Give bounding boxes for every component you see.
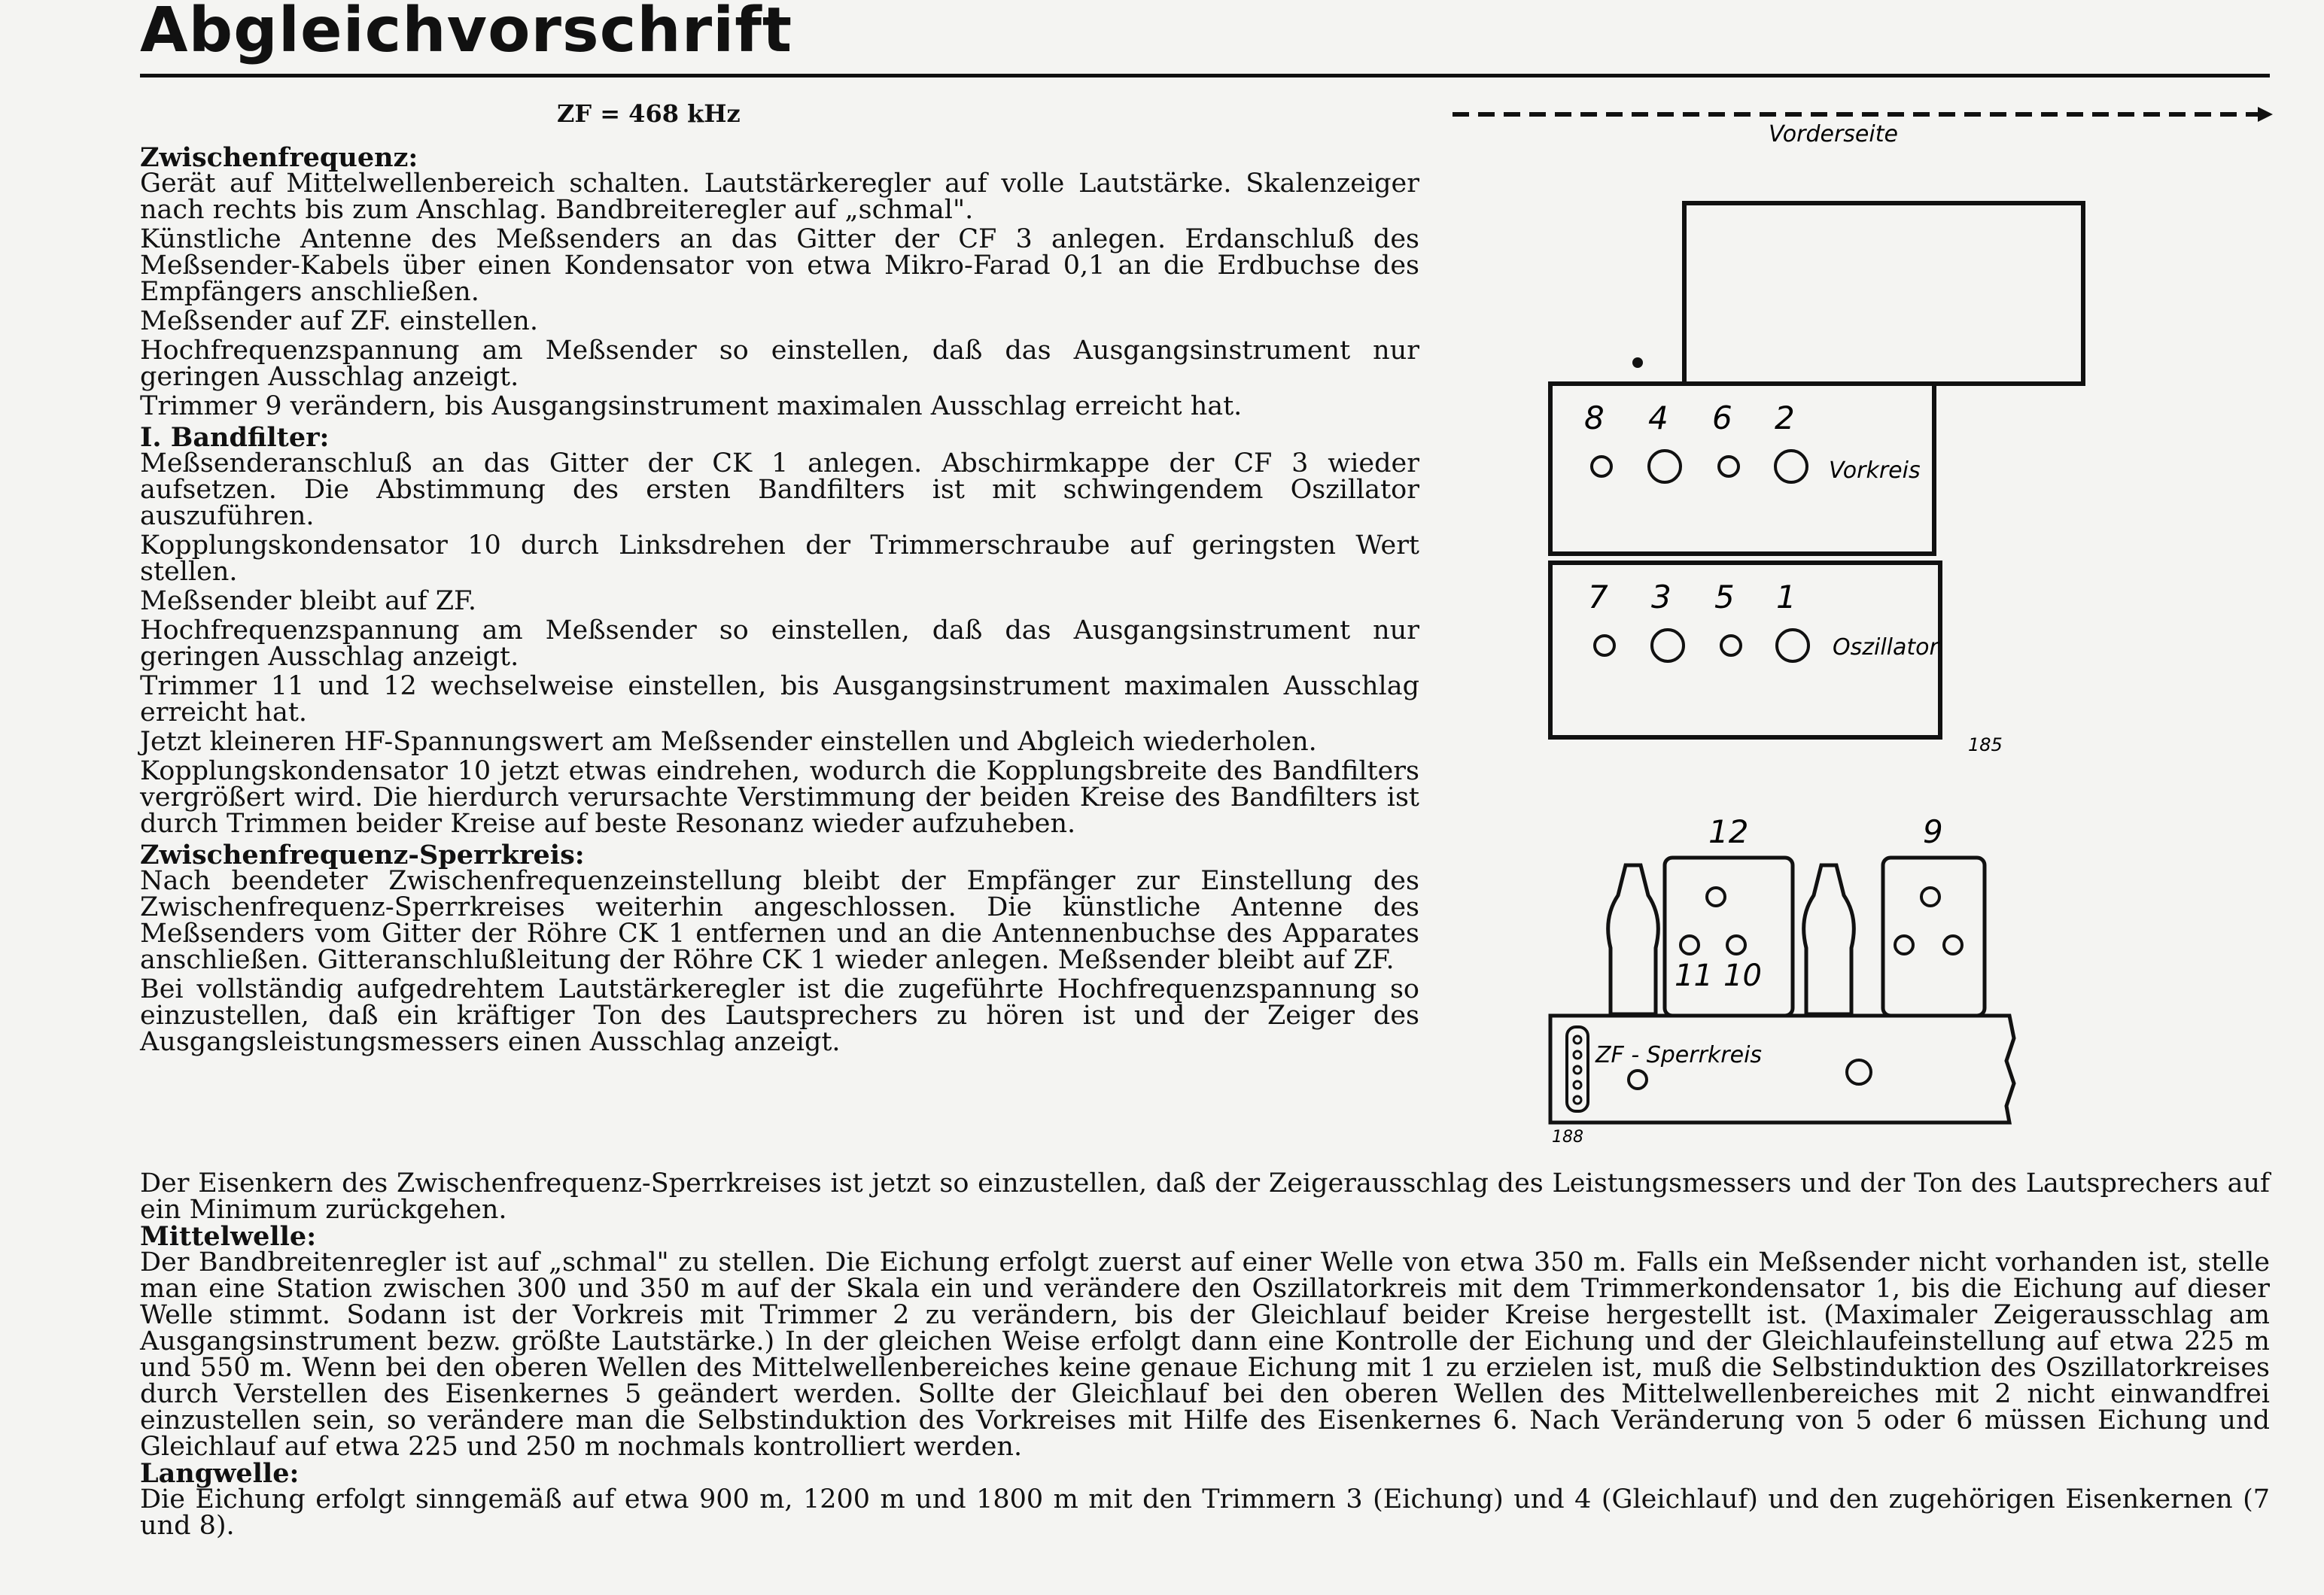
paragraph: Trimmer 9 verändern, bis Ausgangsinstrument maximalen Ausschlag erreicht hat. [140, 391, 1243, 421]
trimmer-screw [1727, 936, 1745, 954]
paragraph: Bei vollständig aufgedrehtem Lautstärkeregler ist die zugeführte Hochfrequenzspannung so einzustellen, daß ein kräftiger Ton des Lautsprechers zu hören ist und der Zeiger des Ausgangsleistungsmessers einen Ausschlag anzeigt. [140, 974, 1419, 1057]
trimmer-number: 4 [1648, 400, 1668, 436]
connector-strip [1567, 1027, 1588, 1111]
paragraph: Meßsenderanschluß an das Gitter der CK 1 anlegen. Abschirmkappe der CF 3 wieder aufsetzen. Die Abstimmung des ersten Bandfilters ist mit schwingendem Oszillator auszuführen. [140, 448, 1419, 531]
trimmer-number-11: 11 [1675, 959, 1713, 993]
tube-right [1804, 865, 1854, 1014]
trimmer-number-9: 9 [1923, 813, 1943, 850]
paragraph: Kopplungskondensator 10 jetzt etwas eindrehen, wodurch die Kopplungsbreite des Bandfilters vergrößert wird. Die hierdurch verursachte Verstimmung der beiden Kreise des Bandfilters ist durch Trimmen beider Kreise auf beste Resonanz wieder aufzuheben. [140, 756, 1419, 839]
trimmer-screw [1921, 888, 1939, 906]
oszillator-label: Oszillator [1833, 634, 1939, 661]
tube-left [1608, 865, 1659, 1014]
paragraph: Hochfrequenzspannung am Meßsender so einstellen, daß das Ausgangsinstrument nur geringen Ausschlag anzeigt. [140, 615, 1419, 672]
section-heading-langwelle: Langwelle: [140, 1458, 300, 1489]
section-heading-sperrkreis: Zwischenfrequenz-Sperrkreis: [140, 840, 585, 870]
paragraph: Hochfrequenzspannung am Meßsender so einstellen, daß das Ausgangsinstrument nur geringen Ausschlag anzeigt. [140, 336, 1419, 392]
figure-number: 185 [1968, 734, 2003, 755]
mounting-hole [1847, 1060, 1871, 1084]
arrow-head [2258, 107, 2273, 122]
small-trimmer [1592, 457, 1611, 476]
trimmer-number-12: 12 [1708, 813, 1749, 850]
chassis-diagram [1535, 798, 2047, 1151]
trimmer-number: 6 [1712, 400, 1732, 436]
paragraph: Meßsender auf ZF. einstellen. [140, 306, 538, 336]
trimmer-number: 7 [1588, 579, 1608, 615]
trimmer-screw [1707, 888, 1725, 906]
paragraph: Jetzt kleineren HF-Spannungswert am Meßsender einstellen und Abgleich wiederholen. [140, 727, 1317, 757]
pin [1574, 1036, 1581, 1044]
paragraph: Kopplungskondensator 10 durch Linksdrehen der Trimmerschraube auf geringsten Wert stellen. [140, 530, 1419, 587]
small-trimmer [1595, 636, 1614, 655]
pin [1574, 1096, 1581, 1104]
paragraph: Nach beendeter Zwischenfrequenzeinstellung bleibt der Empfänger zur Einstellung des Zwischenfrequenz-Sperrkreises weiterhin angeschlossen. Die künstliche Antenne des Meßsenders vom Gitter der Röhre CK 1 entfernen und an die Antennenbuchse des Apparates anschließen. Gitteranschlußleitung der Röhre CK 1 wieder anlegen. Meßsender bleibt auf ZF. [140, 866, 1419, 975]
left-text-column [140, 140, 1419, 1059]
large-trimmer [1777, 630, 1808, 661]
paragraph: Gerät auf Mittelwellenbereich schalten. Lautstärkeregler auf volle Lautstärke. Skalenzeiger nach rechts bis zum Anschlag. Bandbreiteregler auf „schmal". [140, 169, 1419, 225]
paragraph: Der Eisenkern des Zwischenfrequenz-Sperrkreises ist jetzt so einzustellen, daß der Zeigerausschlag des Leistungsmessers und der Ton des Lautsprechers auf ein Minimum zurückgehen. [140, 1168, 2270, 1225]
trimmer-screw [1895, 936, 1913, 954]
trimmer-number: 2 [1775, 400, 1795, 436]
trimmer-number-10: 10 [1723, 959, 1762, 993]
scale-window [1684, 203, 2083, 384]
dot [1632, 357, 1643, 368]
small-trimmer [1721, 636, 1741, 655]
paragraph: Meßsender bleibt auf ZF. [140, 586, 476, 616]
small-trimmer [1719, 457, 1738, 476]
paragraph: Der Bandbreitenregler ist auf „schmal" zu stellen. Die Eichung erfolgt zuerst auf einer Welle von etwa 350 m. Falls ein Meßsender nicht vorhanden ist, stelle man eine Station zwischen 300 und 350 m auf der Skala ein und verändere den Oszillatorkreis mit dem Trimmerkondensator 1, bis die Eichung auf dieser Welle stimmt. Sodann ist der Vorkreis mit Trimmer 2 zu verändern, bis der Gleichlauf beider Kreise hergestellt ist. (Maximaler Zeigerausschlag am Ausgangsinstrument bezw. größte Lautstärke.) In der gleichen Weise erfolgt dann eine Kontrolle der Eichung und der Gleichlaufeinstellung auf etwa 225 m und 550 m. Wenn bei den oberen Wellen des Mittelwellenbereiches keine genaue Eichung mit 1 zu erzielen ist, muß die Selbstinduktion des Oszillatorkreises durch Verstellen des Eisenkernes 5 geändert werden. Sollte der Gleichlauf bei den oberen Wellen des Mittelwellenbereiches mit 2 nicht einwandfrei einzustellen sein, so verändere man die Selbstinduktion des Vorkreises mit Hilfe des Eisenkernes 6. Nach Veränderung von 5 oder 6 müssen Eichung und Gleichlauf auf etwa 225 und 250 m nochmals kontrolliert werden. [140, 1247, 2270, 1462]
large-trimmer [1775, 451, 1807, 482]
section-heading-mittelwelle: Mittelwelle: [140, 1221, 317, 1252]
paragraph: Trimmer 11 und 12 wechselweise einstellen, bis Ausgangsinstrument maximalen Ausschlag erreicht hat. [140, 671, 1419, 728]
paragraph: Die Eichung erfolgt sinngemäß auf etwa 900 m, 1200 m und 1800 m mit den Trimmern 3 (Eichung) und 4 (Gleichlauf) und den zugehörigen Eisenkernen (7 und 8). [140, 1484, 2270, 1541]
figure-number: 188 [1552, 1128, 1583, 1147]
chassis-box [1550, 1016, 2014, 1123]
section-heading-bandfilter: I. Bandfilter: [140, 422, 330, 453]
trimmer-number: 5 [1714, 579, 1735, 615]
sperrkreis-core [1629, 1071, 1647, 1089]
large-trimmer [1649, 451, 1681, 482]
caption-vorderseite: Vorderseite [1769, 121, 1898, 147]
zf-line: ZF = 468 kHz [557, 99, 741, 128]
trimmer-number: 3 [1651, 579, 1672, 615]
trimmer-screw [1681, 936, 1699, 954]
trimmer-screw [1944, 936, 1962, 954]
full-width-text [140, 1168, 2270, 1541]
title-rule [140, 74, 2270, 77]
section-heading-zf: Zwischenfrequenz: [140, 142, 418, 173]
pin [1574, 1081, 1581, 1089]
pin [1574, 1051, 1581, 1059]
vorkreis-label: Vorkreis [1829, 457, 1921, 484]
large-trimmer [1652, 630, 1684, 661]
pin [1574, 1066, 1581, 1074]
paragraph: Künstliche Antenne des Meßsenders an das Gitter der CF 3 anlegen. Erdanschluß des Meßsender-Kabels über einen Kondensator von etwa Mikro-Farad 0,1 an die Erdbuchse des Empfängers anschließen. [140, 224, 1419, 307]
page-title: Abgleichvorschrift [140, 0, 793, 66]
sperrkreis-label: ZF - Sperrkreis [1595, 1042, 1763, 1068]
trimmer-number: 1 [1776, 579, 1796, 615]
trimmer-number: 8 [1584, 400, 1605, 436]
front-panel-diagram [1430, 98, 2288, 775]
